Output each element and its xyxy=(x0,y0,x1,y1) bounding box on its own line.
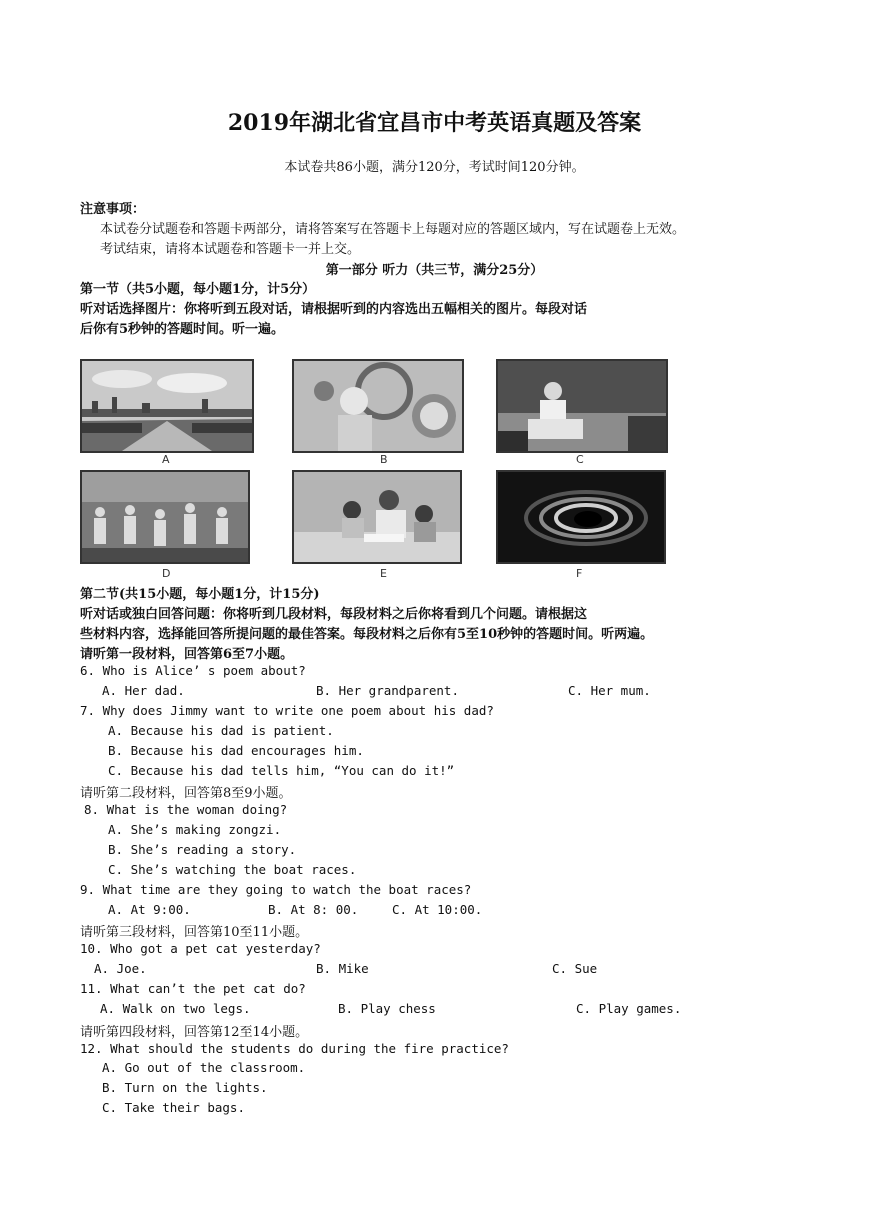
picture-d-label: D xyxy=(162,567,171,580)
q8-stem: 8. What is the woman doing? xyxy=(84,802,288,817)
q9-option-a: A. At 9:00. xyxy=(108,902,191,917)
notice-heading: 注意事项： xyxy=(80,202,146,217)
q8-option-b: B. She’s reading a story. xyxy=(108,842,297,857)
q12-option-b: B. Turn on the lights. xyxy=(102,1080,268,1095)
material-4-note: 请听第四段材料，回答第12至14小题。 xyxy=(80,1025,309,1040)
q10-option-c: C. Sue xyxy=(552,961,598,976)
q11-stem: 11. What can’t the pet cat do? xyxy=(80,981,306,996)
q10-option-b: B. Mike xyxy=(316,961,369,976)
picture-e-reading xyxy=(292,470,462,564)
picture-b-label: B xyxy=(380,453,388,466)
q12-stem: 12. What should the students do during the fire practice? xyxy=(80,1041,509,1056)
material-1-note: 请听第一段材料，回答第6至7小题。 xyxy=(80,647,294,662)
material-2-note: 请听第二段材料，回答第8至9小题。 xyxy=(80,786,292,801)
picture-d-marathon xyxy=(80,470,250,564)
q11-option-a: A. Walk on two legs. xyxy=(100,1001,251,1016)
q12-option-c: C. Take their bags. xyxy=(102,1100,245,1115)
q8-option-c: C. She’s watching the boat races. xyxy=(108,862,357,877)
picture-f-black-hole xyxy=(496,470,666,564)
picture-a-city-park xyxy=(80,359,254,453)
q7-stem: 7. Why does Jimmy want to write one poem about his dad? xyxy=(80,703,494,718)
q6-stem: 6. Who is Alice’ s poem about? xyxy=(80,663,306,678)
q7-option-b: B. Because his dad encourages him. xyxy=(108,743,364,758)
exam-intro: 本试卷共86小题，满分120分，考试时间120分钟。 xyxy=(284,160,585,175)
q11-option-b: B. Play chess xyxy=(338,1001,436,1016)
part1-heading: 第一部分 听力（共三节，满分25分） xyxy=(325,263,544,278)
section2-heading: 第二节(共15小题，每小题1分，计15分) xyxy=(80,587,320,602)
notice-line-1: 本试卷分试题卷和答题卡两部分，请将答案写在答题卡上每题对应的答题区域内，写在试题卷上无效。 xyxy=(100,222,686,237)
q12-option-a: A. Go out of the classroom. xyxy=(102,1060,306,1075)
q9-stem: 9. What time are they going to watch the boat races? xyxy=(80,882,472,897)
picture-c-teacher xyxy=(496,359,668,453)
picture-b-astronaut xyxy=(292,359,464,453)
q8-option-a: A. She’s making zongzi. xyxy=(108,822,282,837)
q6-option-b: B. Her grandparent. xyxy=(316,683,459,698)
page-title: 2019年湖北省宜昌市中考英语真题及答案 xyxy=(227,110,642,136)
q6-option-c: C. Her mum. xyxy=(568,683,651,698)
picture-e-label: E xyxy=(380,567,387,580)
notice-line-2: 考试结束，请将本试题卷和答题卡一并上交。 xyxy=(100,242,361,257)
picture-f-label: F xyxy=(576,567,583,580)
material-3-note: 请听第三段材料，回答第10至11小题。 xyxy=(80,925,309,940)
section1-heading: 第一节（共5小题，每小题1分，计5分） xyxy=(80,282,316,297)
q9-option-c: C. At 10:00. xyxy=(392,902,483,917)
section1-instruction-2: 后你有5秒钟的答题时间。听一遍。 xyxy=(80,322,285,337)
q6-option-a: A. Her dad. xyxy=(102,683,185,698)
picture-c-label: C xyxy=(576,453,584,466)
q7-option-a: A. Because his dad is patient. xyxy=(108,723,334,738)
q7-option-c: C. Because his dad tells him, “You can do it!” xyxy=(108,763,455,778)
section2-instruction-1: 听对话或独白回答问题：你将听到几段材料，每段材料之后你将看到几个问题。请根据这 xyxy=(80,607,588,622)
q10-option-a: A. Joe. xyxy=(94,961,147,976)
q9-option-b: B. At 8: 00. xyxy=(268,902,359,917)
q10-stem: 10. Who got a pet cat yesterday? xyxy=(80,941,321,956)
section1-instruction-1: 听对话选择图片：你将听到五段对话，请根据听到的内容选出五幅相关的图片。每段对话 xyxy=(80,302,588,317)
section2-instruction-2: 些材料内容，选择能回答所提问题的最佳答案。每段材料之后你有5至10秒钟的答题时间。听两遍。 xyxy=(80,627,654,642)
picture-a-label: A xyxy=(162,453,170,466)
q11-option-c: C. Play games. xyxy=(576,1001,682,1016)
